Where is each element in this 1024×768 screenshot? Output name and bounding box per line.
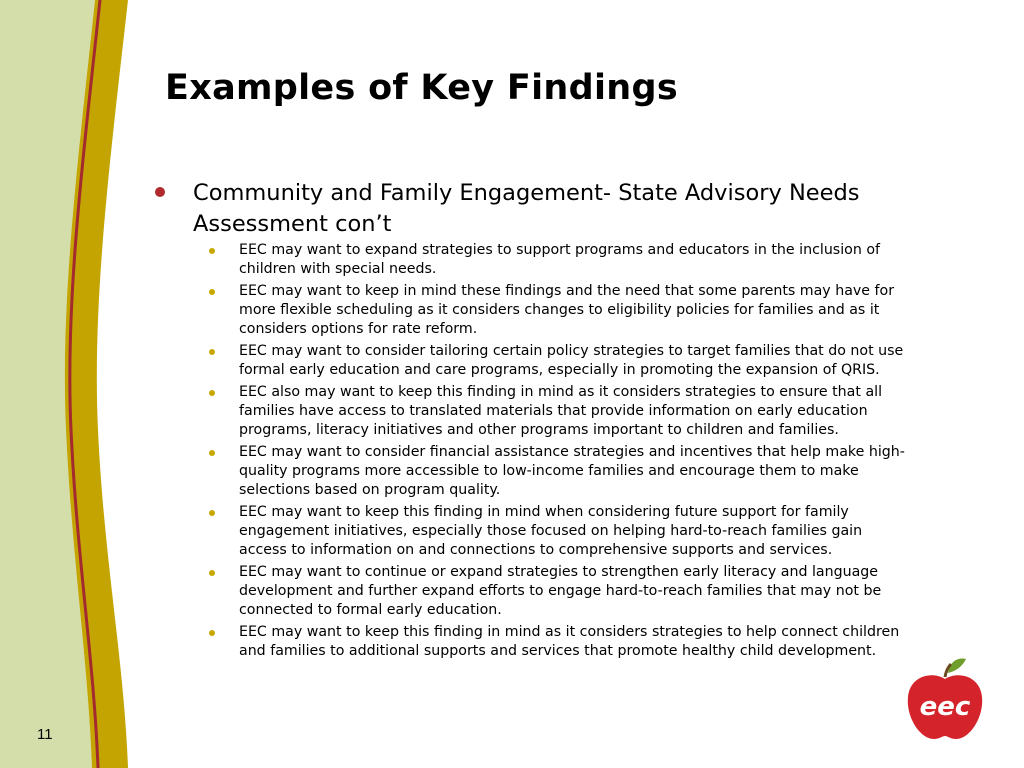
svg-text:eec: eec [919,692,971,722]
bullet-dot [209,248,215,254]
sub-bullet-item [208,623,908,661]
bullet-dot [209,289,215,295]
sub-bullet-list [208,241,908,664]
page-number: 11 [37,726,53,743]
sub-bullet-item [208,503,908,560]
sub-bullet-item [208,563,908,620]
bullet-dot [209,450,215,456]
sub-bullet-text: EEC may want to consider financial assistance strategies and incentives that help make high-quality programs more accessible to low-income families and encourage them to make selections based on program quality. [239,444,905,498]
bullet-dot [209,510,215,516]
bullet-dot [209,570,215,576]
sub-bullet-text: EEC may want to keep this finding in mind when considering future support for family engagement initiatives, especially those focused on helping hard-to-reach families gain access to information on and connections to comprehensive supports and services. [239,504,863,558]
main-bullet [155,178,885,240]
apple-logo-icon [900,655,990,745]
main-bullet-text: Community and Family Engagement- State Advisory Needs Assessment con’t [193,180,860,237]
sub-bullet-text: EEC may want to keep in mind these findings and the need that some parents may have for more flexible scheduling as it considers changes to eligibility policies for families and as it considers options for rate reform. [239,283,895,337]
bullet-dot [209,390,215,396]
sub-bullet-item [208,282,908,339]
sub-bullet-text: EEC may want to keep this finding in mind as it considers strategies to help connect children and families to additional supports and services that promote healthy child development. [239,624,900,659]
sub-bullet-text: EEC may want to consider tailoring certain policy strategies to target families that do not use formal early education and care programs, especially in promoting the expansion of QRIS. [239,343,904,378]
sub-bullet-item [208,383,908,440]
sub-bullet-item [208,443,908,500]
sub-bullet-text: EEC may want to expand strategies to support programs and educators in the inclusion of children with special needs. [239,242,881,277]
slide-title: Examples of Key Findings [165,68,678,108]
bullet-dot [209,630,215,636]
sub-bullet-item [208,342,908,380]
bullet-dot [209,349,215,355]
bullet-dot [155,187,165,197]
sub-bullet-text: EEC also may want to keep this finding in mind as it considers strategies to ensure that all families have access to translated materials that provide information on early education programs, literacy initiatives and other programs important to children and families. [239,384,883,438]
decorative-side-band [0,0,200,768]
sub-bullet-text: EEC may want to continue or expand strategies to strengthen early literacy and language development and further expand efforts to engage hard-to-reach families that may not be connected to formal early education. [239,564,882,618]
sub-bullet-item [208,241,908,279]
